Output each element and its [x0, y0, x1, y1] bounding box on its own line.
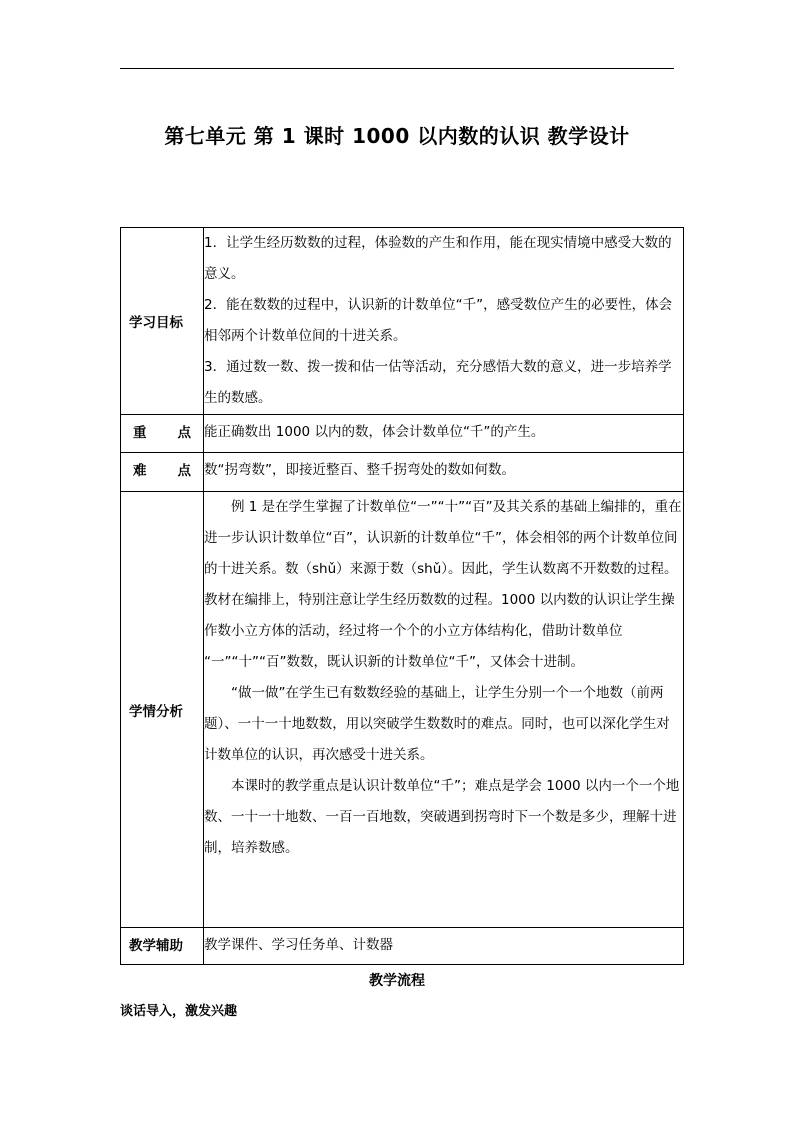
- analysis-content: [204, 492, 684, 928]
- goal-item-3: 3．通过数一数、拨一拨和估一估等活动，充分感悟大数的意义，进一步培养学生的数感。: [204, 359, 672, 406]
- lesson-plan-table: [120, 227, 684, 965]
- difficulty-label-b: 点: [177, 463, 191, 479]
- focus-label-a: 重: [133, 425, 147, 441]
- difficulty-label-cell: [121, 453, 204, 492]
- header-rule: [120, 68, 674, 69]
- document-title: 第七单元 第 1 课时 1000 以内数的认识 教学设计: [164, 124, 630, 148]
- table-row-goals: [121, 228, 684, 415]
- analysis-paragraph-3: 本课时的教学重点是认识计数单位“千”；难点是学会 1000 以内一个一个地数、一十一十地数、一百一百地数，突破遇到拐弯时下一个数是多少，理解十进制，培养数感。: [204, 778, 680, 856]
- difficulty-label-a: 难: [133, 463, 147, 479]
- aids-label: 教学辅助: [129, 938, 183, 954]
- focus-label-b: 点: [177, 425, 191, 441]
- analysis-label: 学情分析: [129, 703, 183, 720]
- table-row-focus: [121, 415, 684, 453]
- table-row-aids: [121, 928, 684, 965]
- difficulty-content: 数“拐弯数”，即接近整百、整千拐弯处的数如何数。: [204, 453, 684, 492]
- aids-label-cell: [121, 928, 204, 965]
- table-row-difficulty: [121, 453, 684, 492]
- goals-label: 学习目标: [129, 315, 183, 331]
- flow-heading: 教学流程: [369, 973, 425, 989]
- section-heading: 谈话导入，激发兴趣: [120, 1004, 238, 1019]
- goal-item-2: 2．能在数数的过程中，认识新的计数单位“千”，感受数位产生的必要性，体会相邻两个计数单位间的十进关系。: [204, 297, 673, 344]
- analysis-label-cell: [121, 492, 204, 928]
- goals-label-cell: [121, 228, 204, 415]
- goal-item-1: 1．让学生经历数数的过程，体验数的产生和作用，能在现实情境中感受大数的意义。: [204, 235, 672, 282]
- analysis-paragraph-1: 例 1 是在学生掌握了计数单位“一”“十”“百”及其关系的基础上编排的，重在进一步认识计数单位“百”，认识新的计数单位“千”，体会相邻的两个计数单位间的十进关系。数（shǔ）来源于数（shǔ）。因此，学生认数离不开数数的过程。教材在编排上，特别注意让学生经历数数的过程。1000 以内数的认识让学生操作数小立方体的活动，经过将一个个的小立方体结构化，借助计数单位 “一”“十”“百”数数，既认识新的计数单位“千”，又体会十进制。: [204, 499, 682, 670]
- focus-label-cell: [121, 415, 204, 453]
- aids-content: 教学课件、学习任务单、计数器: [204, 928, 684, 965]
- table-row-analysis: [121, 492, 684, 928]
- focus-content: 能正确数出 1000 以内的数，体会计数单位“千”的产生。: [204, 415, 684, 453]
- goals-content: [204, 228, 684, 415]
- analysis-paragraph-2: “做一做”在学生已有数数经验的基础上，让学生分别一个一个地数（前两题）、一十一十地数数，用以突破学生数数时的难点。同时，也可以深化学生对计数单位的认识，再次感受十进关系。: [204, 685, 670, 763]
